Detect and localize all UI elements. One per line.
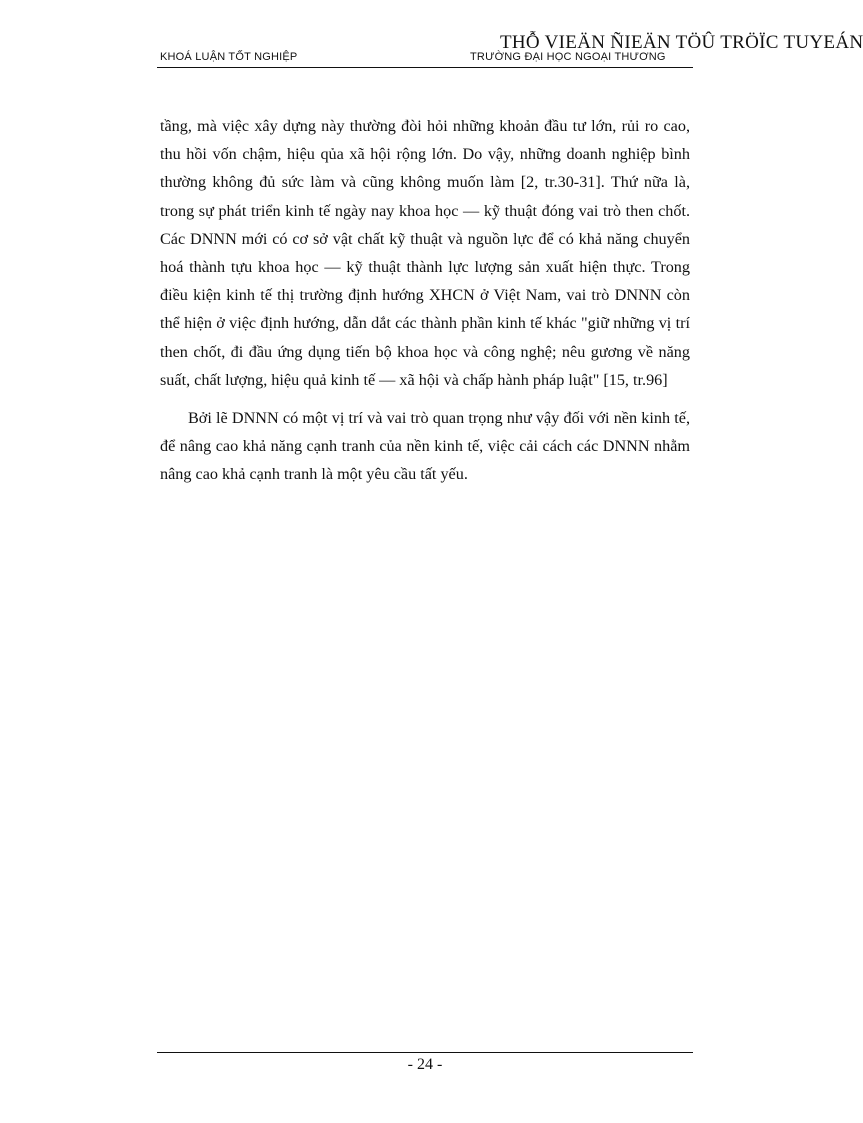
header-university-name: TRƯỜNG ĐẠI HỌC NGOẠI THƯƠNG [470,51,666,63]
library-watermark: THỖ VIEÄN ÑIEÄN TÖÛ TRÖÏC TUYEÁN [500,32,863,53]
paragraph-conclusion: Bởi lẽ DNNN có một vị trí và vai trò quan trọng như vậy đối với nền kinh tế, để nâng cao khả năng cạnh tranh của nền kinh tế, việc cải cách các DNNN nhằm nâng cao khả cạnh tranh là một yêu cầu tất yếu. [160,409,690,484]
header-thesis-title: KHOÁ LUẬN TỐT NGHIỆP [160,51,298,63]
header-divider [157,67,693,68]
footer-divider [157,1052,693,1053]
body-text [160,112,690,499]
paragraph-continuation: tầng, mà việc xây dựng này thường đòi hỏi những khoản đầu tư lớn, rủi ro cao, thu hồi vốn chậm, hiệu qủa xã hội rộng lớn. Do vậy, những doanh nghiệp bình thường không đủ sức làm và cũng không muốn làm [2, tr.30-31]. Thứ nữa là, trong sự phát triển kinh tế ngày nay khoa học — kỹ thuật đóng vai trò then chốt. Các DNNN mới có cơ sở vật chất kỹ thuật và nguồn lực để có khả năng chuyển hoá thành tựu khoa học — kỹ thuật thành lực lượng sản xuất hiện thực. Trong điều kiện kinh tế thị trường định hướng XHCN ở Việt Nam, vai trò DNNN còn thể hiện ở việc định hướng, dẫn dắt các thành phần kinh tế khác "giữ những vị trí then chốt, đi đầu ứng dụng tiến bộ khoa học và công nghệ; nêu gương về năng suất, chất lượng, hiệu quả kinh tế — xã hội và chấp hành pháp luật" [15, tr.96] [160,117,690,389]
page-number: - 24 - [407,1056,443,1073]
